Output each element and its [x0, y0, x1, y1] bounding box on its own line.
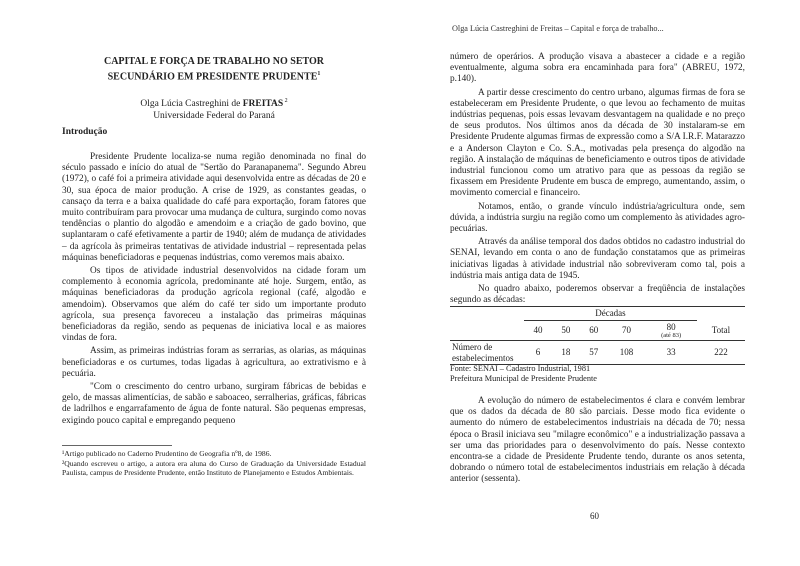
right-body-text	[450, 52, 745, 306]
column-header: 70	[608, 320, 646, 341]
table-source	[450, 364, 597, 384]
table-cell: 33	[645, 341, 697, 365]
paragraph: Através da análise temporal dos dados obtidos no cadastro industrial do SENAI, levando em conta o ano de fundação constatamos que as primeiras iniciativas ligadas à atividade industrial não sobreviveram como tal, pois a indústria mais antiga data de 1945.	[450, 237, 745, 281]
right-page	[400, 0, 800, 566]
column-header: 60	[580, 320, 608, 341]
author-footnote-mark: 2	[283, 98, 288, 104]
author-block	[62, 96, 366, 122]
column-header: 50	[552, 320, 580, 341]
footnote: ¹Artigo publicado no Caderno Prudentino de Geografia nº8, de 1986.	[62, 449, 272, 458]
table-column-row	[450, 320, 745, 341]
column-note: (até 83)	[661, 332, 682, 339]
paragraph: No quadro abaixo, poderemos observar a freqüência de instalações segundo as décadas:	[450, 284, 745, 306]
author-surname: FREITAS	[242, 99, 284, 110]
source-line: Fonte: SENAI – Cadastro Industrial, 1981	[450, 364, 591, 373]
table-cell: 18	[552, 341, 580, 365]
table-header-row	[450, 307, 745, 321]
row-label: Número de estabelecimentos	[450, 341, 524, 365]
author-affiliation: Universidade Federal do Paraná	[153, 110, 275, 121]
paragraph: Assim, as primeiras indústrias foram as serrarias, as olarias, as máquinas beneficiadoras e os curtumes, todas ligadas à agricultura, ao extrativismo e à pecuária.	[62, 346, 366, 379]
table-cell: 108	[608, 341, 646, 365]
paragraph: Notamos, então, o grande vínculo indústria/agricultura onde, sem dúvida, a indústria surgiu na região como um complemento às atividades agro-pecuárias.	[450, 201, 745, 235]
paragraph: A evolução do número de estabelecimentos é clara e convém lembrar que os dados da década de 80 são parciais. Desse modo fica evidente o aumento do número de estabelecimentos industriais na década de 70; nessa época o Brasil iniciava seu "milagre econômico" e a industrialização passava a ser uma das prioridades para o desenvolvimento do país. Nesse contexto encontra-se a cidade de Presidente Prudente tendo, durante os anos setenta, dobrando o número total de estabelecimentos industriais em relação à década anterior (sessenta).	[450, 396, 745, 485]
column-header-80: 80 (até 83)	[645, 320, 697, 341]
total-header: Total	[697, 320, 745, 341]
page-number: 60	[590, 511, 599, 521]
table-total-cell: 222	[697, 341, 745, 365]
paragraph: Os tipos de atividade industrial desenvolvidos na cidade foram um complemento à economia agrícola, predominante até hoje. Surgem, então, as máquinas beneficiadoras da produção agrícola regional (café, algodão e amendoim). Observamos que além do café ter sido um importante produto agrícola, sua presença favoreceu a instalação das primeiras máquinas beneficiadoras da região, sendo as pequenas de iniciativa local e as maiores vindas de fora.	[62, 266, 366, 344]
paragraph: Presidente Prudente localiza-se numa região denominada no final do século passado e início do atual de "Sertão do Paranapanema". Segundo Abreu (1972), o café foi a primeira atividade aqui desenvolvida entre as décadas de 20 e 30, sua época de maior produção. A crise de 1929, as constantes geadas, o cansaço da terra e a baixa qualidade do café para exportação, foram fatores que muito contribuíram para provocar uma mudança de cultura, surgindo como novas tendências o plantio do algodão e amendoim e a criação de gado bovino, que suplantaram o café efetivamente a partir de 1940; além de mudança de atividades – da agrícola às primeiras tentativas de atividade industrial – representada pelas máquinas beneficiadoras e pequenas indústrias, como veremos mais abaixo.	[62, 152, 366, 263]
decades-header: Décadas	[524, 307, 697, 321]
source-line: Prefeitura Municipal de Presidente Prudente	[450, 374, 597, 383]
paragraph: número de operários. A produção visava a abastecer a cidade e a região eventualmente, alguma sobra era encaminhada para fora" (ABREU, 1972, p.140).	[450, 52, 745, 85]
table-row	[450, 341, 745, 365]
paragraph: "Com o crescimento do centro urbano, surgiram fábricas de bebidas e gelo, de massas alimentícias, de sabão e saboaceo, serralherias, gráficas, fábricas de ladrilhos e engarrafamento de água de fonte natural. São pequenas empresas, exigindo pouco capital e empregando pequeno	[62, 382, 366, 426]
footnote: ²Quando escreveu o artigo, a autora era aluna do Curso de Graduação da Universidade Estadual Paulista, campus de Presidente Prudente, então Instituto de Planejamento e Estudos Ambientais.	[62, 458, 366, 478]
table-cell: 57	[580, 341, 608, 365]
author-name: Olga Lúcia Castreghini de	[140, 99, 243, 110]
footnote-divider	[62, 445, 172, 446]
column-header: 40	[524, 320, 552, 341]
article-title	[62, 56, 366, 83]
left-body-text	[62, 152, 366, 427]
running-head: Olga Lúcia Castreghini de Freitas – Capital e força de trabalho...	[452, 24, 664, 33]
paragraph: A partir desse crescimento do centro urbano, algumas firmas de fora se estabeleceram em Presidente Prudente, o que levou ao fechamento de muitas indústrias pequenas, pois essas levavam desvantagem na qualidade e no preço de seus produtos. Nos últimos anos da década de 30 instalaram-se em Presidente Prudente algumas firmas de expressão como a S/A I.R.F. Matarazzo e a Anderson Clayton e Co. S.A., motivadas pela presença do algodão na região. A instalação de máquinas de beneficiamento e outros tipos de atividade industrial funcionou como um atrativo para que as pessoas da região se fixassem em Presidente Prudente em busca de emprego, aumentando, assim, o movimento comercial e financeiro.	[450, 87, 745, 199]
right-body-text-lower	[450, 396, 745, 486]
establishments-table	[450, 306, 745, 365]
title-line-2: SECUNDÁRIO EM PRESIDENTE PRUDENTE	[107, 71, 318, 83]
title-line-1: CAPITAL E FORÇA DE TRABALHO NO SETOR	[103, 56, 325, 67]
table-cell: 6	[524, 341, 552, 365]
section-heading: Introdução	[62, 127, 108, 137]
title-footnote-mark: 1	[317, 71, 321, 77]
footnotes	[62, 449, 366, 478]
